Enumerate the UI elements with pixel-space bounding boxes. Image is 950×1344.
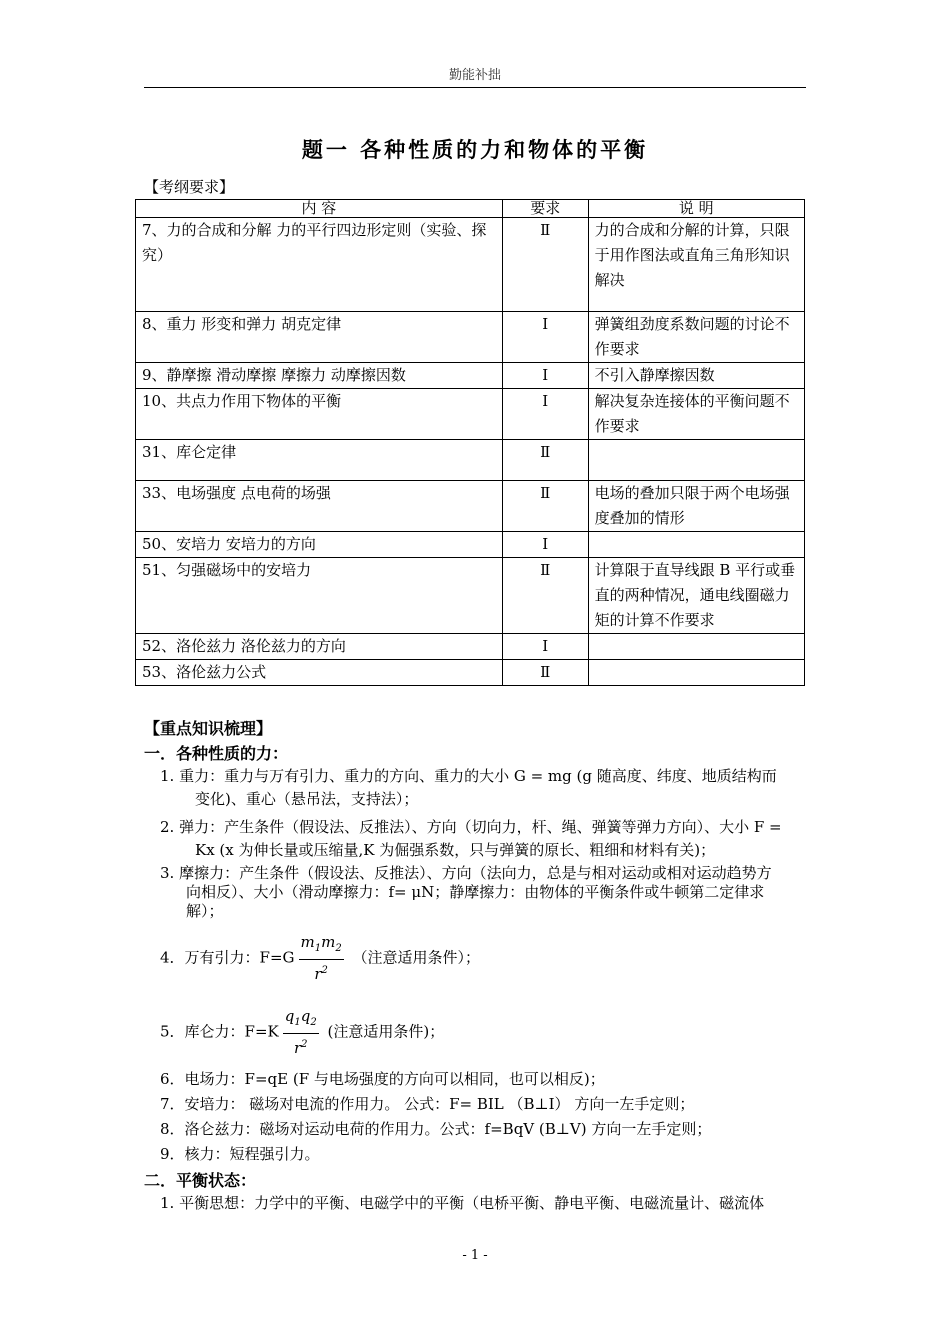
row-note: 弹簧组劲度系数问题的讨论不作要求 bbox=[588, 312, 804, 363]
table-header-row bbox=[136, 200, 805, 218]
elastic-line-1: 2. 弹力：产生条件（假设法、反推法）、方向（切向力，杆、绳、弹簧等弹力方向）、大小 F = bbox=[160, 818, 782, 836]
gravitation-note: （注意适用条件）； bbox=[352, 948, 481, 967]
table-row bbox=[136, 481, 805, 532]
row-level: Ⅰ bbox=[502, 532, 588, 558]
list-item-gravitation bbox=[160, 932, 810, 985]
coulomb-note: (注意适用条件)； bbox=[327, 1022, 445, 1041]
row-content: 9、静摩擦 滑动摩擦 摩擦力 动摩擦因数 bbox=[136, 363, 503, 389]
row-level: Ⅱ bbox=[502, 558, 588, 634]
row-note: 计算限于直导线跟 B 平行或垂直的两种情况，通电线圈磁力矩的计算不作要求 bbox=[588, 558, 804, 634]
column-header-level: 要求 bbox=[502, 200, 588, 218]
row-content: 8、重力 形变和弹力 胡克定律 bbox=[136, 312, 503, 363]
table-row bbox=[136, 218, 805, 312]
row-note: 电场的叠加只限于两个电场强度叠加的情形 bbox=[588, 481, 804, 532]
row-content: 50、安培力 安培力的方向 bbox=[136, 532, 503, 558]
list-item-ampere-force: 7．安培力： 磁场对电流的作用力。 公式：F= BIL （B⊥I） 方向一左手定则； bbox=[160, 1095, 695, 1113]
column-header-content: 内 容 bbox=[136, 200, 503, 218]
list-item-lorentz-force: 8．洛仑兹力：磁场对运动电荷的作用力。公式：f=BqV (B⊥V) 方向一左手定则； bbox=[160, 1120, 712, 1138]
list-item-equilibrium-idea: 1. 平衡思想：力学中的平衡、电磁学中的平衡（电桥平衡、静电平衡、电磁流量计、磁流体 bbox=[160, 1194, 765, 1212]
requirements-table bbox=[135, 199, 805, 686]
row-level: Ⅱ bbox=[502, 440, 588, 481]
list-item-electric-force: 6．电场力：F=qE (F 与电场强度的方向可以相同，也可以相反)； bbox=[160, 1070, 605, 1088]
row-note bbox=[588, 660, 804, 686]
row-note: 解决复杂连接体的平衡问题不作要求 bbox=[588, 389, 804, 440]
list-item-friction bbox=[160, 864, 810, 921]
coulomb-formula-prefix: 5．库仑力：F=K bbox=[160, 1022, 279, 1041]
coulomb-fraction: $\frac{q_1q_2}{r^2}$ bbox=[284, 1007, 317, 1057]
table-row bbox=[136, 634, 805, 660]
row-content: 10、共点力作用下物体的平衡 bbox=[136, 389, 503, 440]
row-content: 52、洛伦兹力 洛伦兹力的方向 bbox=[136, 634, 503, 660]
friction-line-3: 解）； bbox=[186, 902, 224, 920]
row-level: Ⅰ bbox=[502, 363, 588, 389]
row-note bbox=[588, 634, 804, 660]
page-header: 勤能补拙 bbox=[144, 64, 806, 88]
list-item-elastic-force bbox=[160, 816, 810, 862]
elastic-line-2: Kx (x 为伸长量或压缩量,K 为倔强系数，只与弹簧的原长、粗细和材料有关)； bbox=[195, 841, 716, 859]
friction-line-1: 3. 摩擦力：产生条件（假设法、反推法）、方向（法向力，总是与相对运动或相对运动趋势方 bbox=[160, 864, 772, 882]
gravitation-fraction: $\frac{m_1m_2}{r^2}$ bbox=[300, 933, 342, 983]
friction-line-2: 向相反）、大小（滑动摩擦力：f= μN；静摩擦力：由物体的平衡条件或牛顿第二定律求 bbox=[186, 883, 765, 901]
table-row bbox=[136, 660, 805, 686]
row-level: Ⅱ bbox=[502, 660, 588, 686]
list-item-coulomb bbox=[160, 1006, 810, 1059]
column-header-note: 说 明 bbox=[588, 200, 804, 218]
section-equilibrium-heading: 二．平衡状态： bbox=[144, 1171, 257, 1190]
table-row bbox=[136, 558, 805, 634]
row-level: Ⅰ bbox=[502, 389, 588, 440]
row-content: 33、电场强度 点电荷的场强 bbox=[136, 481, 503, 532]
row-note: 力的合成和分解的计算，只限于用作图法或直角三角形知识解决 bbox=[588, 218, 804, 312]
row-level: Ⅱ bbox=[502, 218, 588, 312]
row-level: Ⅱ bbox=[502, 481, 588, 532]
table-row bbox=[136, 389, 805, 440]
gravitation-formula-prefix: 4．万有引力：F=G bbox=[160, 948, 295, 967]
row-note: 不引入静摩擦因数 bbox=[588, 363, 804, 389]
list-item-gravity bbox=[160, 765, 810, 811]
gravity-line-1: 1. 重力：重力与万有引力、重力的方向、重力的大小 G = mg (g 随高度、纬度、地质结构而 bbox=[160, 767, 777, 785]
row-level: Ⅰ bbox=[502, 634, 588, 660]
row-content: 31、库仑定律 bbox=[136, 440, 503, 481]
row-content: 7、力的合成和分解 力的平行四边形定则（实验、探究） bbox=[136, 218, 503, 312]
row-note bbox=[588, 440, 804, 481]
list-item-nuclear-force: 9．核力：短程强引力。 bbox=[160, 1145, 320, 1163]
row-content: 53、洛伦兹力公式 bbox=[136, 660, 503, 686]
table-row bbox=[136, 363, 805, 389]
table-row bbox=[136, 532, 805, 558]
row-content: 51、匀强磁场中的安培力 bbox=[136, 558, 503, 634]
table-row bbox=[136, 312, 805, 363]
exam-requirements-label: 【考纲要求】 bbox=[144, 178, 235, 196]
section-forces-heading: 一．各种性质的力： bbox=[144, 744, 289, 763]
row-note bbox=[588, 532, 804, 558]
row-level: Ⅰ bbox=[502, 312, 588, 363]
document-title: 题一 各种性质的力和物体的平衡 bbox=[301, 138, 649, 162]
table-row bbox=[136, 440, 805, 481]
gravity-line-2: 变化)、重心（悬吊法，支持法）； bbox=[195, 790, 419, 808]
key-knowledge-heading: 【重点知识梳理】 bbox=[144, 719, 273, 738]
page-number: - 1 - bbox=[462, 1248, 488, 1263]
